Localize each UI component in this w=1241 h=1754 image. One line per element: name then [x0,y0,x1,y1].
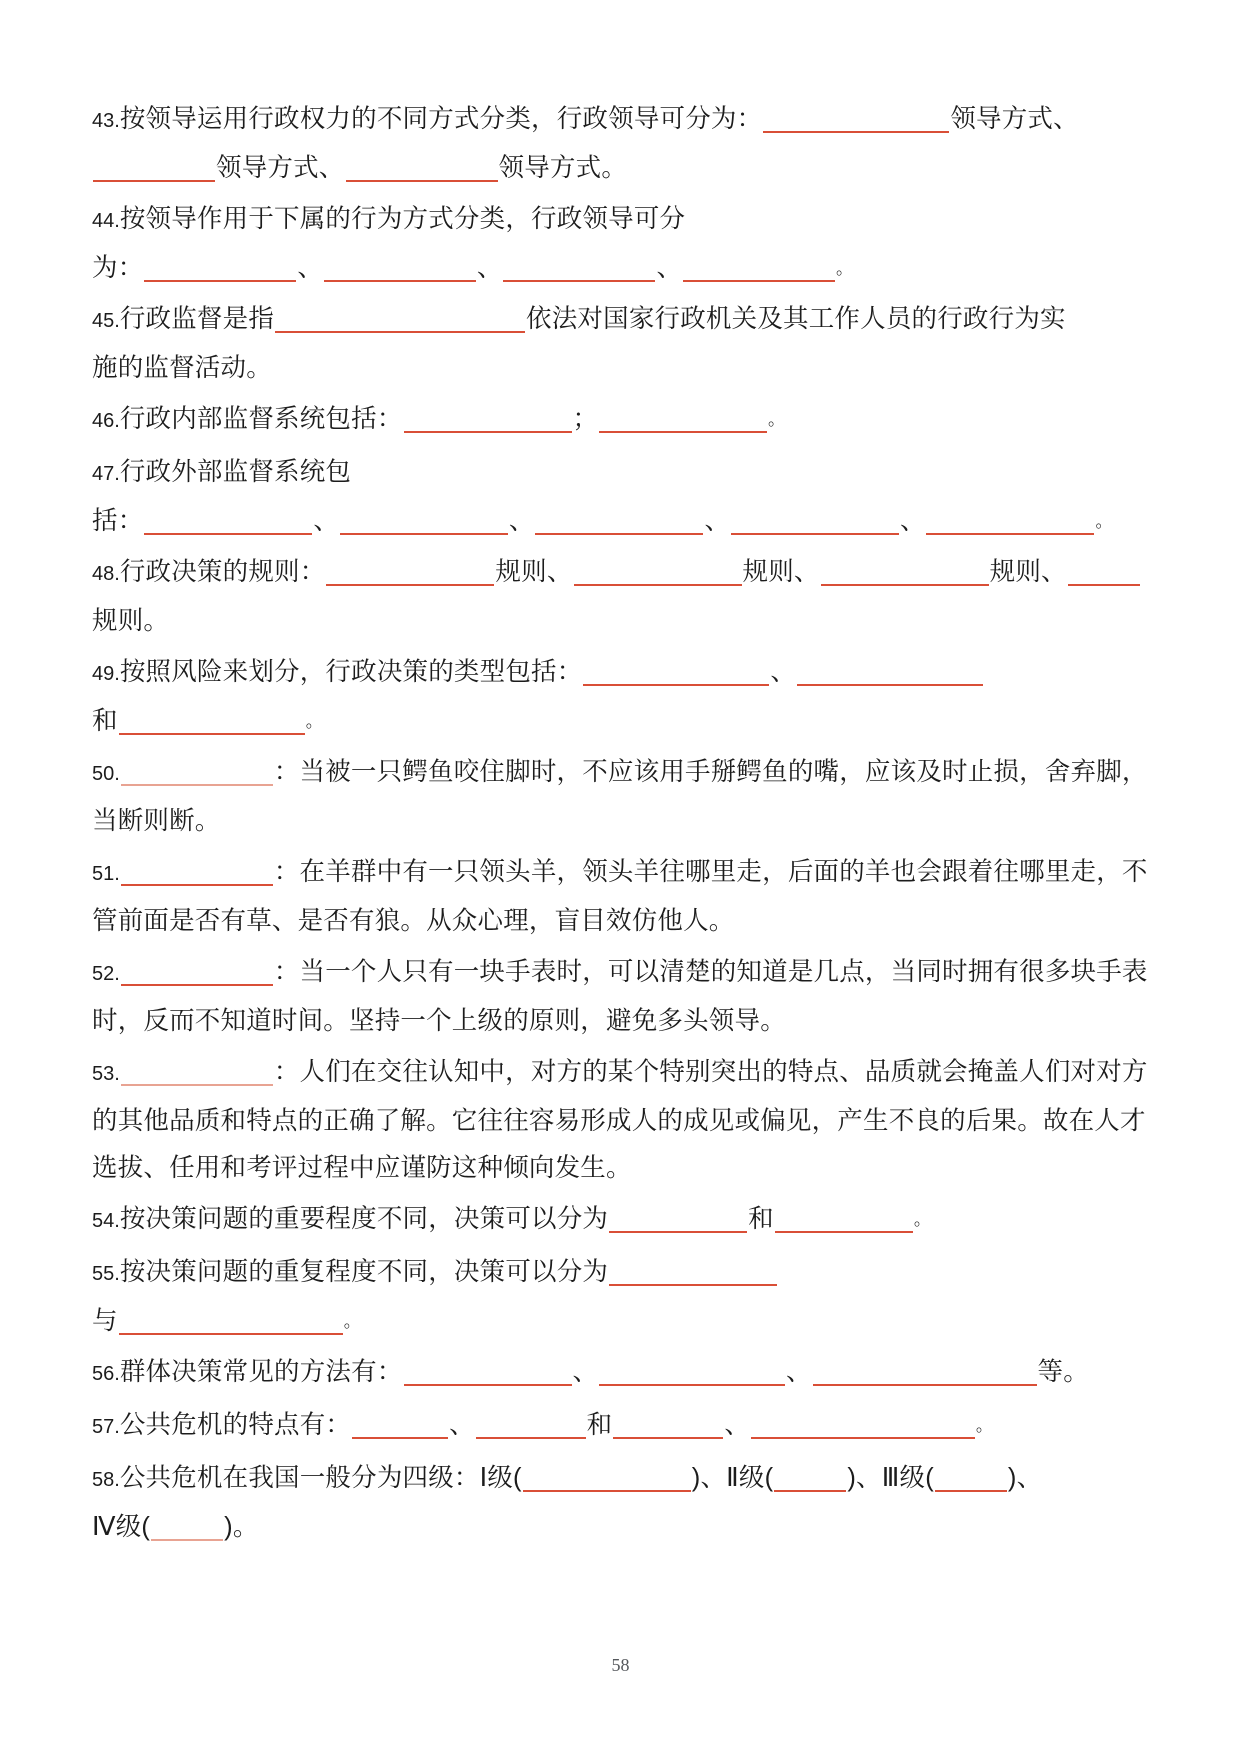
answer-blank[interactable] [821,557,989,586]
page-number: 58 [611,1655,630,1675]
answer-blank[interactable] [119,706,305,735]
question-text-part: 行政外部监督系统包 [119,458,352,486]
sentence-end: 。 [343,1312,361,1331]
question-number: 57. [92,1416,120,1438]
list-separator: 、 [656,254,682,282]
question-number: 58. [92,1469,120,1491]
question-text-part: ：人们在交往认知中，对方的某个特别突出的特点、品质就会掩盖人们对对方的其他品质和特点的正确了解。它往往容易形成人的成见或偏见，产生不良的后果。故在人才选拔、任用和考评过程中应谨防这种倾向发生。 [92,1058,1148,1182]
question-number: 53. [92,1063,120,1085]
question-text-part: 规则、 [742,558,820,586]
answer-blank[interactable] [751,1410,975,1439]
answer-blank[interactable] [683,253,835,282]
sentence-end: 。 [1095,512,1113,531]
question-number: 51. [92,863,120,885]
answer-blank[interactable] [144,506,312,535]
question-53 [92,1049,1151,1192]
list-separator: 、 [449,1411,475,1439]
question-text-part: 行政决策的规则： [119,558,326,586]
question-47 [92,449,1151,545]
question-text-part: ：在羊群中有一只领头羊，领头羊往哪里走，后面的羊也会跟着往哪里走，不管前面是否有草、是否有狼。从众心理，盲目效仿他人。 [92,858,1148,935]
question-number: 47. [92,463,120,485]
answer-blank[interactable] [775,1204,913,1233]
question-list [92,96,1151,1551]
crisis-level-4-label: Ⅳ级( [92,1513,151,1541]
answer-blank[interactable] [599,404,767,433]
answer-blank[interactable] [121,957,273,986]
answer-blank[interactable] [731,506,899,535]
list-separator: 、 [476,254,503,282]
question-text-part: 公共危机在我国一般分为四级： [119,1464,480,1492]
question-text-part: 规则。 [92,607,170,635]
question-54 [92,1196,1151,1245]
question-number: 46. [92,410,120,432]
question-48 [92,549,1151,645]
sentence-end: 。 [913,1210,932,1229]
question-text-part: 等。 [1037,1358,1089,1386]
question-57 [92,1402,1151,1451]
answer-blank[interactable] [121,857,273,886]
question-text-part: 领导方式。 [498,154,628,182]
question-text-part: 和 [92,707,118,735]
answer-blank[interactable] [523,1463,691,1492]
answer-blank[interactable] [583,657,769,686]
question-number: 43. [92,110,120,132]
question-49 [92,649,1151,745]
list-separator: 、 [572,1358,599,1386]
question-text-part: 为： [92,254,144,282]
answer-blank[interactable] [151,1512,223,1541]
question-55 [92,1249,1151,1345]
question-text-part: 领导方式、 [216,154,345,182]
question-58 [92,1455,1151,1551]
question-56 [92,1349,1151,1398]
answer-blank[interactable] [324,253,476,282]
answer-blank[interactable] [119,1306,343,1335]
answer-blank[interactable] [935,1463,1007,1492]
question-text-part: 按决策问题的重复程度不同，决策可以分为 [119,1258,609,1286]
list-separator: 、 [770,658,796,686]
list-separator: 、 [508,507,535,535]
answer-blank[interactable] [774,1463,846,1492]
question-50 [92,749,1151,845]
list-separator: ； [572,405,599,433]
question-text-part: 括： [92,507,144,535]
crisis-level-1-label: Ⅰ级( [479,1464,522,1492]
answer-blank[interactable] [797,657,983,686]
sentence-end: 。 [835,259,854,278]
answer-blank[interactable] [503,253,655,282]
list-separator: 、 [297,254,323,282]
question-text-part: 按决策问题的重要程度不同，决策可以分为 [119,1205,609,1233]
crisis-level-2-close: )、 [847,1464,882,1492]
crisis-level-2-label: Ⅱ级( [726,1464,774,1492]
question-51 [92,849,1151,945]
answer-blank[interactable] [352,1410,448,1439]
question-number: 49. [92,663,120,685]
question-45 [92,296,1151,392]
question-text-part: 施的监督活动。 [92,354,272,382]
answer-blank[interactable] [404,1357,572,1386]
crisis-level-3-label: Ⅲ级( [881,1464,934,1492]
question-text-part: 和 [748,1205,774,1233]
answer-blank[interactable] [346,153,498,182]
answer-blank[interactable] [613,1410,723,1439]
answer-blank[interactable] [609,1257,777,1286]
list-separator: 、 [786,1358,812,1386]
answer-blank[interactable] [599,1357,785,1386]
question-text-part: 按领导运用行政权力的不同方式分类，行政领导可分为： [119,105,763,133]
list-separator: 、 [313,507,339,535]
question-number: 45. [92,310,120,332]
question-number: 52. [92,963,120,985]
answer-blank[interactable] [574,557,742,586]
answer-blank[interactable] [535,506,703,535]
answer-blank[interactable] [763,104,949,133]
answer-blank[interactable] [144,253,296,282]
question-text-part: 行政监督是指 [119,305,275,333]
question-text-part: 规则、 [989,558,1067,586]
answer-blank[interactable] [1068,557,1140,586]
answer-blank[interactable] [340,506,508,535]
answer-blank[interactable] [926,506,1094,535]
question-text-part: 行政内部监督系统包括： [119,405,403,433]
sentence-end: 。 [975,1416,994,1435]
answer-blank[interactable] [404,404,572,433]
question-number: 48. [92,563,120,585]
question-43 [92,96,1151,192]
answer-blank[interactable] [121,1057,273,1086]
answer-blank[interactable] [813,1357,1037,1386]
answer-blank[interactable] [326,557,494,586]
question-text-part: 领导方式、 [950,105,1079,133]
question-number: 44. [92,210,120,232]
answer-blank[interactable] [93,153,215,182]
sentence-end: 。 [768,410,786,429]
crisis-level-4-close: )。 [224,1513,259,1541]
question-text-part: 群体决策常见的方法有： [119,1358,403,1386]
answer-blank[interactable] [609,1204,747,1233]
answer-blank[interactable] [275,304,525,333]
question-number: 55. [92,1263,120,1285]
question-number: 54. [92,1210,120,1232]
question-52 [92,949,1151,1045]
question-44 [92,196,1151,292]
question-text-part: 按照风险来划分，行政决策的类型包括： [119,658,583,686]
crisis-level-3-close: )、 [1007,1464,1043,1492]
crisis-level-1-close: )、 [691,1464,727,1492]
question-text-part: 公共危机的特点有： [119,1411,352,1439]
question-number: 50. [92,763,120,785]
question-text-part: 按领导作用于下属的行为方式分类，行政领导可分 [119,205,686,233]
question-46 [92,396,1151,445]
page-footer [0,1655,1241,1676]
list-separator: 、 [724,1411,750,1439]
question-text-part: ：当一个人只有一块手表时，可以清楚的知道是几点，当同时拥有很多块手表时，反而不知道时间。坚持一个上级的原则，避免多头领导。 [92,958,1148,1035]
question-text-part: ：当被一只鳄鱼咬住脚时，不应该用手掰鳄鱼的嘴，应该及时止损，舍弃脚，当断则断。 [92,758,1148,835]
question-text-part: 依法对国家行政机关及其工作人员的行政行为实 [526,305,1066,333]
question-text-part: 与 [92,1307,118,1335]
answer-blank[interactable] [121,757,273,786]
question-text-part: 和 [586,1411,613,1439]
list-separator: 、 [899,507,926,535]
answer-blank[interactable] [476,1410,586,1439]
sentence-end: 。 [305,712,323,731]
question-text-part: 规则、 [495,558,573,586]
question-number: 56. [92,1363,120,1385]
list-separator: 、 [704,507,730,535]
